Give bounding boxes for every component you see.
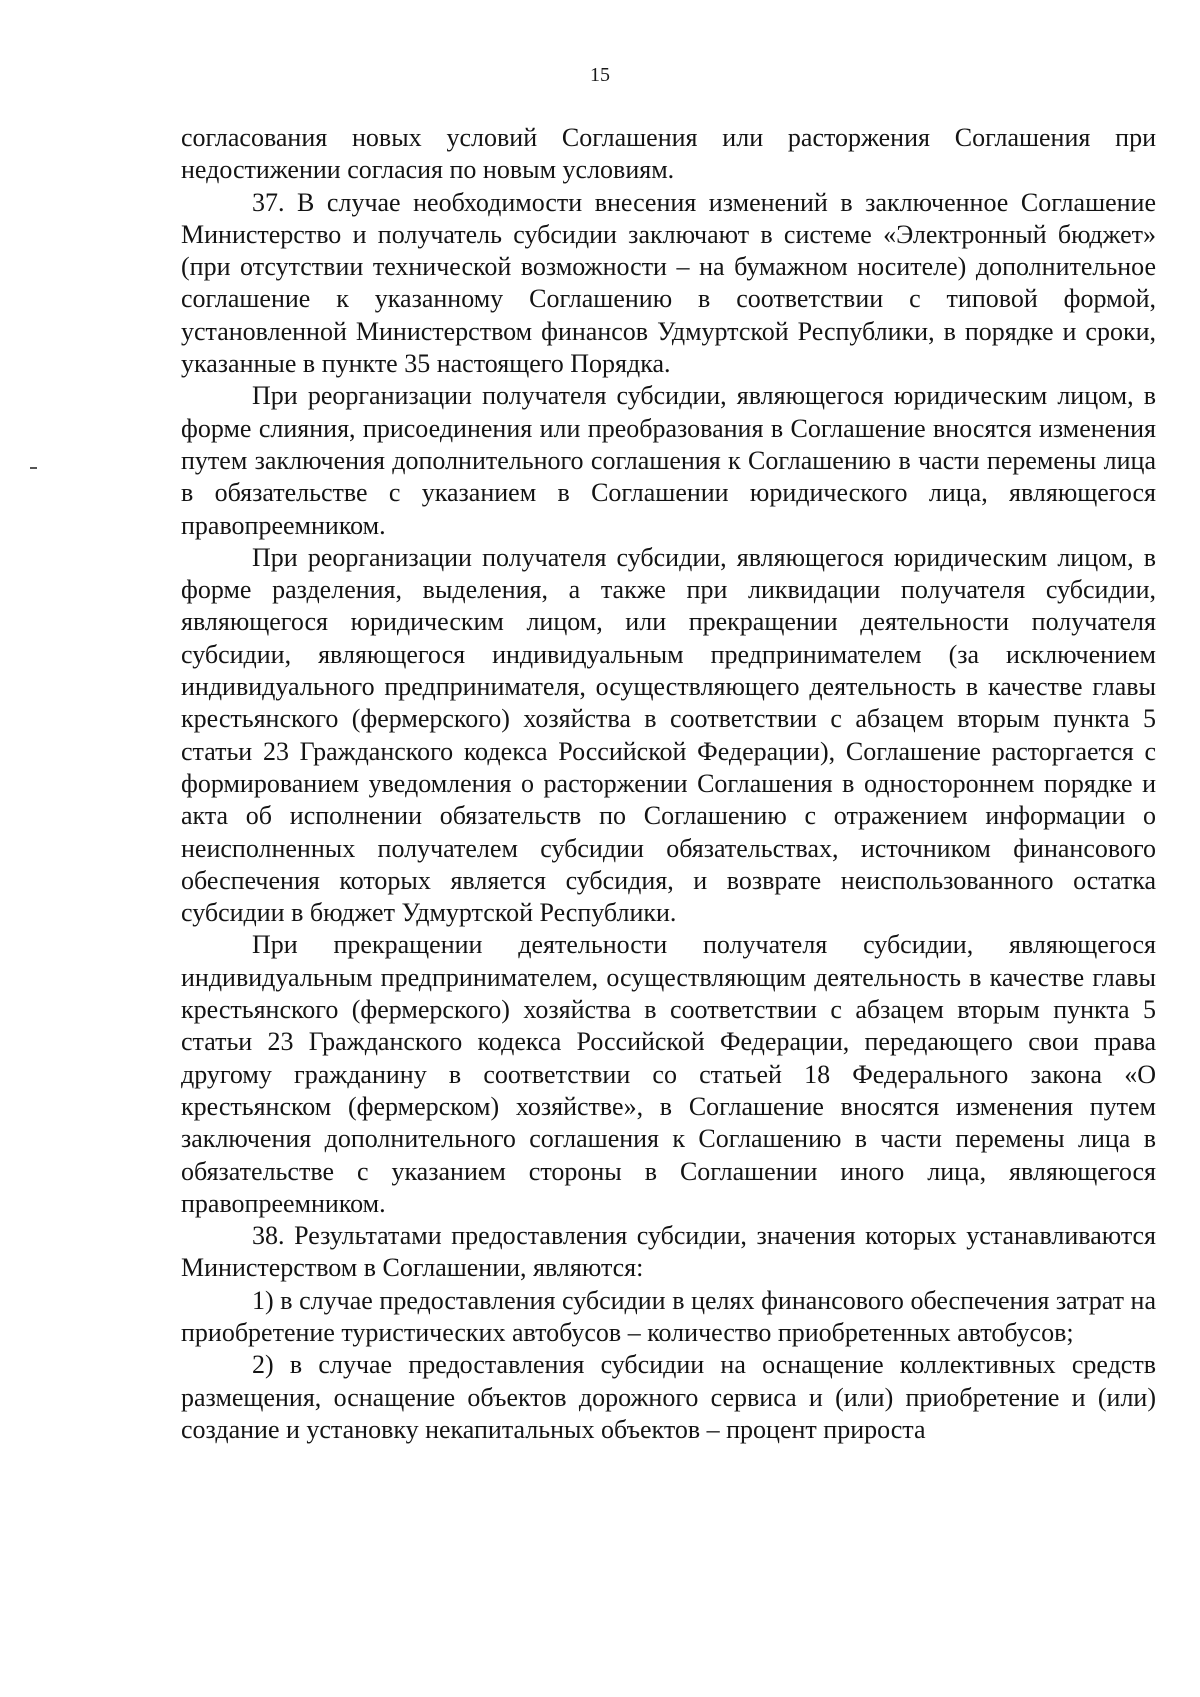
list-item-1: 1) в случае предоставления субсидии в целях финансового обеспечения затрат на приобретение туристических автобусов – количество приобретенных автобусов; xyxy=(181,1285,1156,1347)
paragraph-farm-termination: При прекращении деятельности получателя субсидии, являющегося индивидуальным предпринимателем, осуществляющим деятельность в качестве главы крестьянского (фермерского) хозяйства в соответствии с абзацем вторым пункта 5 статьи 23 Гражданского кодекса Российской Федерации, передающего свои права другому гражданину в соответствии со статьей 18 Федерального закона «О крестьянском (фермерском) хозяйстве», в Соглашение вносятся изменения путем заключения дополнительного соглашения к Соглашению в части перемены лица в обязательстве с указанием стороны в Соглашении иного лица, являющегося правопреемником. xyxy=(181,930,1156,1218)
paragraph-reorganization-division: При реорганизации получателя субсидии, являющегося юридическим лицом, в форме разделения, выделения, а также при ликвидации получателя субсидии, являющегося юридическим лицом, или прекращении деятельности получателя субсидии, являющегося индивидуальным предпринимателем (за исключением индивидуального предпринимателя, осуществляющего деятельность в качестве главы крестьянского (фермерского) хозяйства в соответствии с абзацем вторым пункта 5 статьи 23 Гражданского кодекса Российской Федерации), Соглашение расторгается с формированием уведомления о расторжении Соглашения в одностороннем порядке и акта об исполнении обязательств по Соглашению с отражением информации о неисполненных получателем субсидии обязательствах, источником финансового обеспечения которых является субсидия, и возврате неиспользованного остатка субсидии в бюджет Удмуртской Республики. xyxy=(181,542,1156,928)
page-number: 15 xyxy=(590,64,610,86)
paragraph-item-38: 38. Результатами предоставления субсидии, значения которых устанавливаются Министерством в Соглашении, являются: xyxy=(181,1221,1156,1283)
document-body xyxy=(181,122,1156,1446)
scan-mark xyxy=(30,467,37,469)
paragraph-continuation: согласования новых условий Соглашения или расторжения Соглашения при недостижении согласия по новым условиям. xyxy=(181,123,1156,185)
paragraph-reorganization-merger: При реорганизации получателя субсидии, являющегося юридическим лицом, в форме слияния, присоединения или преобразования в Соглашение вносятся изменения путем заключения дополнительного соглашения к Соглашению в части перемены лица в обязательстве с указанием в Соглашении юридического лица, являющегося правопреемником. xyxy=(181,381,1156,540)
list-item-2: 2) в случае предоставления субсидии на оснащение коллективных средств размещения, оснащение объектов дорожного сервиса и (или) приобретение и (или) создание и установку некапитальных объектов – процент прироста xyxy=(181,1350,1156,1444)
paragraph-item-37: 37. В случае необходимости внесения изменений в заключенное Соглашение Министерство и получатель субсидии заключают в системе «Электронный бюджет» (при отсутствии технической возможности – на бумажном носителе) дополнительное соглашение к указанному Соглашению в соответствии с типовой формой, установленной Министерством финансов Удмуртской Республики, в порядке и сроки, указанные в пункте 35 настоящего Порядка. xyxy=(181,187,1156,379)
